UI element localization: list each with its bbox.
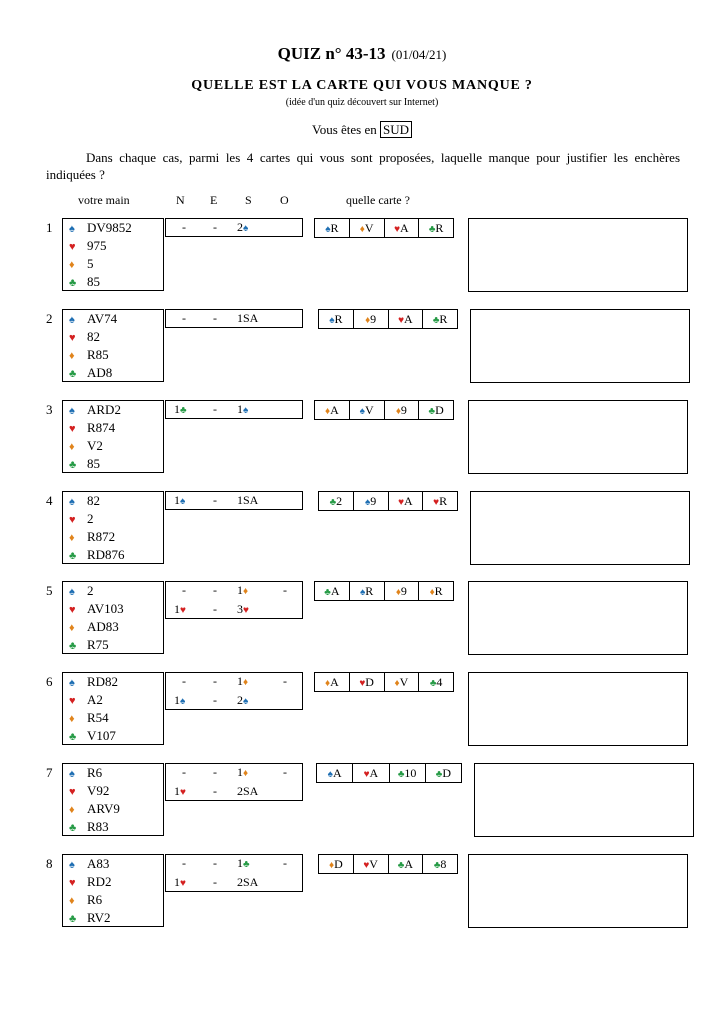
hand-row-club [69, 364, 112, 382]
seat-line [0, 122, 724, 138]
choice-option[interactable]: ♦9 [353, 310, 388, 328]
bid-e: - [213, 674, 217, 688]
hand-box [62, 672, 164, 745]
choice-option[interactable]: ♦A [324, 675, 339, 689]
diamond-icon: ♦ [69, 804, 75, 816]
hand-cards: V92 [87, 783, 110, 798]
problem-number: 4 [46, 493, 53, 508]
bid-s: 3♥ [237, 602, 249, 616]
answer-box[interactable] [470, 491, 690, 565]
bid-o: - [283, 856, 287, 870]
hand-box [62, 400, 164, 473]
hand-row-club [69, 818, 109, 836]
hand-row-club [69, 727, 116, 745]
spade-icon: ♠ [69, 314, 75, 326]
heart-icon: ♥ [69, 514, 76, 526]
bid-n: 1♥ [174, 602, 186, 616]
diamond-icon: ♦ [69, 532, 75, 544]
problem-number: 6 [46, 674, 53, 689]
choice-options [318, 854, 458, 874]
spade-icon: ♠ [69, 405, 75, 417]
hand-cards: R6 [87, 765, 103, 780]
bid-n: 1♠ [174, 493, 186, 507]
hand-cards: 2 [87, 583, 94, 598]
choice-options [314, 218, 454, 238]
bid-n: - [182, 220, 186, 234]
diamond-icon: ♦ [69, 895, 75, 907]
choice-option[interactable]: ♠R [325, 221, 339, 235]
bid-e: - [213, 765, 217, 779]
choice-option[interactable]: ♦D [328, 857, 343, 871]
bid-n: 1♣ [174, 402, 187, 416]
hand-row-diamond [69, 800, 120, 818]
choice-option[interactable]: ♦R [418, 582, 453, 600]
club-icon: ♣ [69, 640, 77, 652]
diamond-icon: ♦ [69, 713, 75, 725]
bid-s: 1♦ [237, 674, 249, 688]
heart-icon: ♥ [69, 877, 76, 889]
problem-number: 5 [46, 583, 53, 598]
bid-e: - [213, 493, 217, 507]
bid-e: - [213, 875, 217, 889]
spade-icon: ♠ [69, 223, 75, 235]
choice-option[interactable]: ♠V [349, 401, 384, 419]
choice-option[interactable]: ♦V [384, 673, 419, 691]
bid-s: 2♠ [237, 693, 249, 707]
bid-s: 1♦ [237, 765, 249, 779]
bid-s: 2♠ [237, 220, 249, 234]
hand-row-spade [69, 492, 100, 510]
bid-n: - [182, 583, 186, 597]
bid-e: - [213, 602, 217, 616]
bid-o: - [283, 765, 287, 779]
hand-box [62, 309, 164, 382]
hand-cards: 82 [87, 329, 100, 344]
hand-cards: DV9852 [87, 220, 132, 235]
hand-cards: V2 [87, 438, 103, 453]
hand-cards: R874 [87, 420, 116, 435]
hand-row-club [69, 273, 100, 291]
hand-cards: AV103 [87, 601, 124, 616]
heart-icon: ♥ [69, 423, 76, 435]
problem-number: 7 [46, 765, 53, 780]
answer-box[interactable] [468, 672, 688, 746]
diamond-icon: ♦ [69, 622, 75, 634]
diamond-icon: ♦ [69, 259, 75, 271]
col-header-s: S [245, 193, 252, 207]
bid-e: - [213, 856, 217, 870]
hand-row-club [69, 455, 100, 473]
bid-n: 1♠ [174, 693, 186, 707]
bid-n: - [182, 674, 186, 688]
answer-box[interactable] [474, 763, 694, 837]
hand-cards: R83 [87, 819, 109, 834]
bid-e: - [213, 402, 217, 416]
bid-s: 2SA [237, 875, 259, 889]
problem-number: 2 [46, 311, 53, 326]
hand-cards: 82 [87, 493, 100, 508]
answer-box[interactable] [468, 581, 688, 655]
hand-row-club [69, 636, 109, 654]
choice-option[interactable]: ♥A [352, 764, 388, 782]
col-header-n: N [176, 193, 185, 207]
hand-cards: AV74 [87, 311, 118, 326]
choice-option[interactable]: ♥A [388, 310, 423, 328]
spade-icon: ♠ [69, 859, 75, 871]
hand-row-diamond [69, 528, 115, 546]
hand-cards: 5 [87, 256, 94, 271]
choice-options [318, 309, 458, 329]
bid-s: 1SA [237, 311, 259, 325]
quiz-date: (01/04/21) [391, 47, 447, 62]
club-icon: ♣ [69, 459, 77, 471]
bid-e: - [213, 693, 217, 707]
choice-option[interactable]: ♣D [425, 764, 461, 782]
hand-row-spade [69, 219, 132, 237]
choice-option[interactable]: ♦V [349, 219, 384, 237]
choice-option[interactable]: ♣10 [389, 764, 425, 782]
hand-cards: A2 [87, 692, 103, 707]
choice-options [314, 581, 454, 601]
hand-row-diamond [69, 709, 109, 727]
hand-row-heart [69, 600, 124, 618]
heart-icon: ♥ [69, 241, 76, 253]
choice-option[interactable]: ♦9 [384, 582, 419, 600]
hand-row-heart [69, 782, 109, 800]
quiz-source-note: (idée d'un quiz découvert sur Internet) [285, 97, 439, 108]
hand-cards: ARD2 [87, 402, 121, 417]
seat-box: SUD [380, 121, 412, 138]
choice-option[interactable]: ♥D [349, 673, 384, 691]
problem-number: 1 [46, 220, 53, 235]
choice-option[interactable]: ♣R [422, 310, 457, 328]
answer-box[interactable] [468, 400, 688, 474]
hand-row-spade [69, 582, 94, 600]
hand-cards: RV2 [87, 910, 111, 925]
choice-option[interactable]: ♣A [388, 855, 423, 873]
diamond-icon: ♦ [69, 441, 75, 453]
choice-option[interactable]: ♠R [349, 582, 384, 600]
bid-s: 1SA [237, 493, 259, 507]
choice-option[interactable]: ♥A [384, 219, 419, 237]
hand-cards: RD876 [87, 547, 125, 562]
bid-n: - [182, 765, 186, 779]
club-icon: ♣ [69, 368, 77, 380]
hand-cards: R872 [87, 529, 116, 544]
instructions: Dans chaque cas, parmi les 4 cartes qui vous sont proposées, laquelle manque pour justifier les enchères indiquées ? [46, 150, 680, 182]
hand-cards: V107 [87, 728, 116, 743]
seat-prefix: Vous êtes en [311, 122, 380, 137]
choice-options [316, 763, 462, 783]
choice-option[interactable]: ♥A [388, 492, 423, 510]
hand-cards: 85 [87, 274, 100, 289]
title-text: QUIZ n° 43-13 [277, 44, 386, 63]
hand-cards: 975 [87, 238, 107, 253]
bid-e: - [213, 784, 217, 798]
bidding-box [165, 491, 303, 510]
col-header-choice: quelle carte ? [346, 193, 410, 207]
choice-option[interactable]: ♥R [422, 492, 457, 510]
choice-options [314, 400, 454, 420]
bid-e: - [213, 311, 217, 325]
hand-cards: AD8 [87, 365, 113, 380]
heart-icon: ♥ [69, 604, 76, 616]
choice-option[interactable]: ♥V [353, 855, 388, 873]
hand-row-spade [69, 764, 102, 782]
bid-n: - [182, 856, 186, 870]
choice-option[interactable]: ♦9 [384, 401, 419, 419]
hand-cards: R85 [87, 347, 109, 362]
choice-options [314, 672, 454, 692]
hand-cards: A83 [87, 856, 110, 871]
bid-s: 1♦ [237, 583, 249, 597]
hand-row-heart [69, 510, 94, 528]
hand-row-spade [69, 401, 121, 419]
hand-cards: 2 [87, 511, 94, 526]
club-icon: ♣ [69, 913, 77, 925]
hand-row-diamond [69, 437, 103, 455]
hand-cards: R54 [87, 710, 109, 725]
hand-box [62, 218, 164, 291]
hand-row-diamond [69, 346, 109, 364]
hand-row-spade [69, 310, 117, 328]
hand-row-heart [69, 419, 115, 437]
answer-box[interactable] [468, 218, 688, 292]
heart-icon: ♥ [69, 786, 76, 798]
choice-option[interactable]: ♣4 [418, 673, 453, 691]
club-icon: ♣ [69, 822, 77, 834]
hand-row-heart [69, 237, 107, 255]
hand-cards: AD83 [87, 619, 119, 634]
hand-row-diamond [69, 255, 94, 273]
bid-n: - [182, 311, 186, 325]
diamond-icon: ♦ [69, 350, 75, 362]
col-header-e: E [210, 193, 218, 207]
answer-box[interactable] [470, 309, 690, 383]
club-icon: ♣ [69, 731, 77, 743]
bid-o: - [283, 583, 287, 597]
choice-option[interactable]: ♠R [329, 312, 343, 326]
hand-row-spade [69, 855, 109, 873]
hand-row-diamond [69, 891, 102, 909]
col-header-o: O [280, 193, 289, 207]
hand-cards: RD2 [87, 874, 112, 889]
bid-s: 1♣ [237, 856, 250, 870]
spade-icon: ♠ [69, 586, 75, 598]
bid-s: 2SA [237, 784, 259, 798]
hand-box [62, 854, 164, 927]
quiz-title [0, 44, 724, 64]
hand-cards: R75 [87, 637, 109, 652]
hand-box [62, 581, 164, 654]
choice-option[interactable]: ♣R [418, 219, 453, 237]
bid-n: 1♥ [174, 875, 186, 889]
problem-number: 8 [46, 856, 53, 871]
hand-cards: 85 [87, 456, 100, 471]
answer-box[interactable] [468, 854, 688, 928]
heart-icon: ♥ [69, 332, 76, 344]
bid-n: 1♥ [174, 784, 186, 798]
quiz-subtitle: QUELLE EST LA CARTE QUI VOUS MANQUE ? [191, 78, 533, 93]
bid-s: 1♠ [237, 402, 249, 416]
hand-row-club [69, 546, 125, 564]
hand-row-diamond [69, 618, 119, 636]
hand-row-heart [69, 691, 103, 709]
hand-row-spade [69, 673, 118, 691]
club-icon: ♣ [69, 277, 77, 289]
choice-option[interactable]: ♠9 [353, 492, 388, 510]
hand-cards: ARV9 [87, 801, 120, 816]
choice-options [318, 491, 458, 511]
choice-option[interactable]: ♣D [418, 401, 453, 419]
col-header-hand: votre main [78, 193, 130, 207]
choice-option[interactable]: ♣A [324, 584, 340, 598]
problem-number: 3 [46, 402, 53, 417]
spade-icon: ♠ [69, 677, 75, 689]
hand-row-heart [69, 873, 112, 891]
choice-option[interactable]: ♣8 [422, 855, 457, 873]
spade-icon: ♠ [69, 496, 75, 508]
heart-icon: ♥ [69, 695, 76, 707]
hand-box [62, 763, 164, 836]
hand-box [62, 491, 164, 564]
choice-option[interactable]: ♠A [327, 766, 342, 780]
choice-option[interactable]: ♣2 [329, 494, 343, 508]
bid-e: - [213, 583, 217, 597]
spade-icon: ♠ [69, 768, 75, 780]
choice-option[interactable]: ♦A [324, 403, 339, 417]
bid-e: - [213, 220, 217, 234]
hand-cards: RD82 [87, 674, 119, 689]
club-icon: ♣ [69, 550, 77, 562]
hand-row-club [69, 909, 111, 927]
hand-row-heart [69, 328, 100, 346]
bid-o: - [283, 674, 287, 688]
hand-cards: R6 [87, 892, 103, 907]
